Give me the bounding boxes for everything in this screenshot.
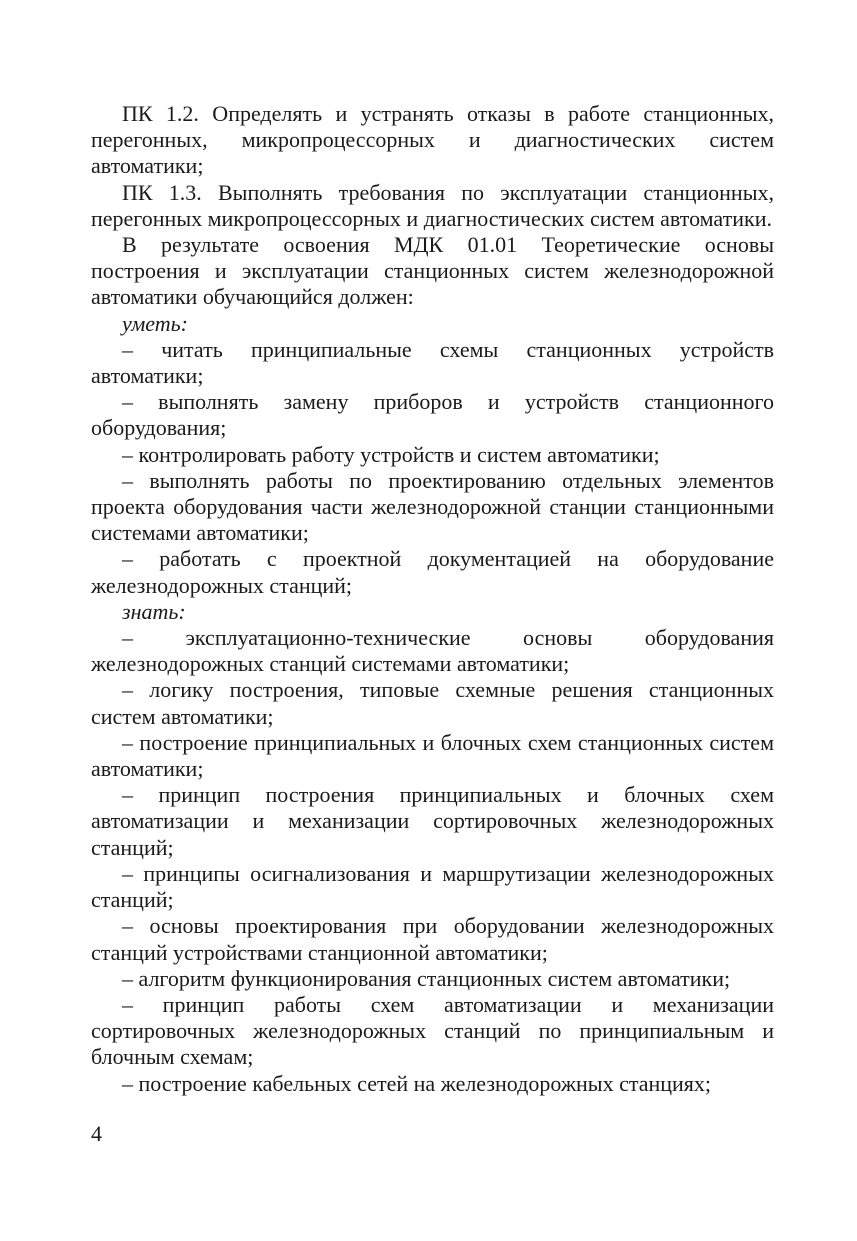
page-body [91,101,774,1097]
list-item: – читать принципиальные схемы станционных устройств автоматики; [91,336,774,389]
list-item: – основы проектирования при оборудовании железнодорожных станций устройствами станционной автоматики; [91,913,774,965]
list-item: – логику построения, типовые схемные решения станционных систем автоматики; [91,677,774,729]
list-item: – контролировать работу устройств и систем автоматики; [122,441,660,467]
list-item: – принцип построения принципиальных и блочных схем автоматизации и механизации сортировочных железнодорожных станций; [91,782,774,860]
list-item: – построение принципиальных и блочных схем станционных систем автоматики; [91,729,774,782]
list-item: – принципы осигнализования и маршрутизации железнодорожных станций; [91,860,774,913]
heading-skills: уметь: [122,310,188,336]
list-item: – работать с проектной документацией на оборудование железнодорожных станций; [91,546,774,598]
paragraph-intro: В результате освоения МДК 01.01 Теоретические основы построения и эксплуатации станционных систем железнодорожной автоматики обучающийся должен: [91,232,774,310]
paragraph-pk-1-2: ПК 1.2. Определять и устранять отказы в работе станционных, перегонных, микропроцессорных и диагностических систем автоматики; [91,101,774,179]
paragraph-pk-1-3: ПК 1.3. Выполнять требования по эксплуатации станционных, перегонных микропроцессорных и диагностических систем автоматики. [91,179,774,231]
list-item: – алгоритм функционирования станционных систем автоматики; [122,965,731,991]
list-item: – принцип работы схем автоматизации и механизации сортировочных железнодорожных станций по принципиальным и блочным схемам; [91,991,774,1070]
list-item: – построение кабельных сетей на железнодорожных станциях; [122,1070,712,1096]
heading-knowledge: знать: [122,598,186,624]
list-item: – выполнять работы по проектированию отдельных элементов проекта оборудования части железнодорожной станции станционными системами автоматики; [91,467,774,546]
list-item: – выполнять замену приборов и устройств станционного оборудования; [91,389,774,441]
list-item: – эксплуатационно-технические основы оборудования железнодорожных станций системами автоматики; [91,625,774,677]
page-number: 4 [91,1121,102,1146]
